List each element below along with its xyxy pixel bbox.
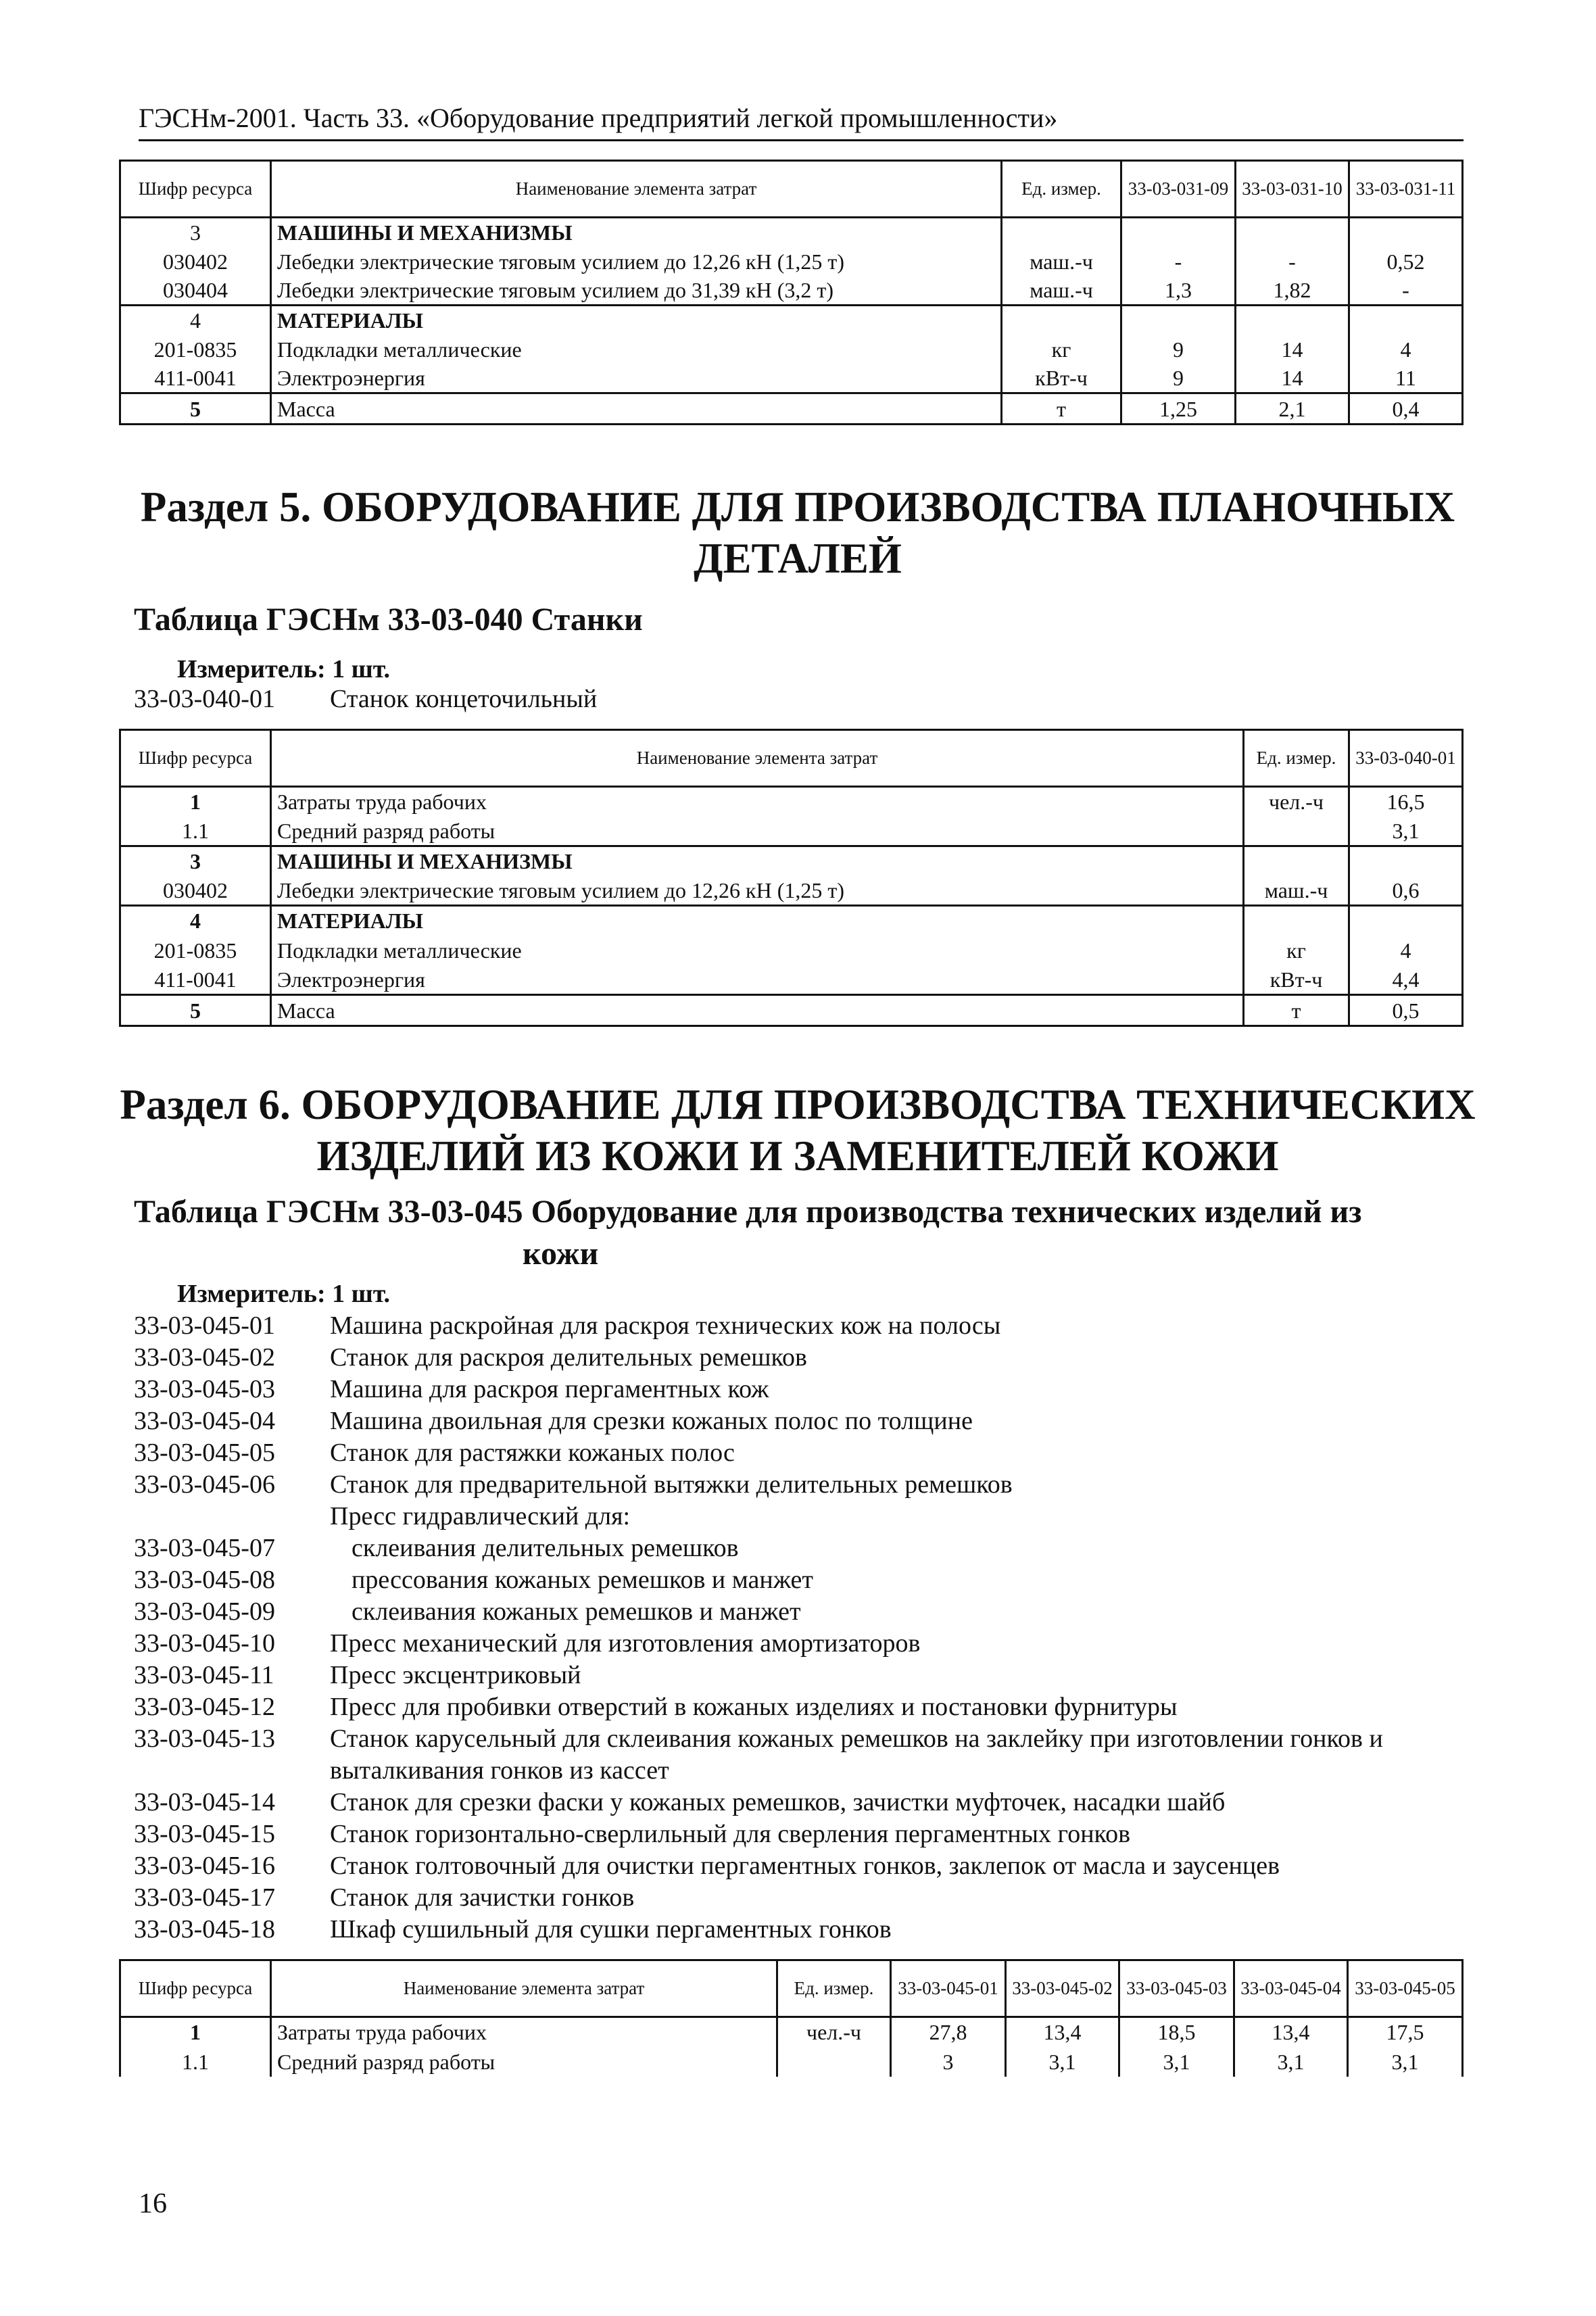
list-item: 33-03-045-16 Станок голтовочный для очистки пергаментных гонков, заклепок от масла и заусенцев (134, 1852, 1280, 1880)
section-5-title: Раздел 5. ОБОРУДОВАНИЕ ДЛЯ ПРОИЗВОДСТВА ПЛАНОЧНЫХ ДЕТАЛЕЙ (140, 483, 1455, 582)
table-row: 411-0041 Электроэнергия кВт-ч 9 14 11 (120, 364, 1463, 393)
table-row: 030402 Лебедки электрические тяговым усилием до 12,26 кН (1,25 т) маш.-ч 0,6 (120, 876, 1463, 906)
header-resource-code: Шифр ресурса (120, 1960, 271, 2017)
table-row: 1 Затраты труда рабочих чел.-ч 16,5 (120, 787, 1463, 817)
norm-item-040-01: 33-03-040-01 Станок концеточильный (134, 685, 598, 713)
table-row: 3 МАШИНЫ И МЕХАНИЗМЫ (120, 218, 1463, 247)
table-row: 5 Масса т 0,5 (120, 995, 1463, 1026)
table-row: 201-0835 Подкладки металлические кг 4 (120, 936, 1463, 965)
list-item: 33-03-045-07 склеивания делительных ремешков (134, 1534, 739, 1562)
header-cost-element: Наименование элемента затрат (271, 161, 1002, 218)
table-row: 5 Масса т 1,25 2,1 0,4 (120, 393, 1463, 425)
list-item: 33-03-045-10 Пресс механический для изготовления амортизаторов (134, 1629, 921, 1658)
running-header: ГЭСНм-2001. Часть 33. «Оборудование предприятий легкой промышленности» (139, 101, 1464, 141)
table-33-03-040 (119, 729, 1464, 1027)
table-row: 4 МАТЕРИАЛЫ (120, 906, 1463, 936)
header-norm-031-11: 33-03-031-11 (1349, 161, 1463, 218)
header-unit: Ед. измер. (777, 1960, 891, 2017)
list-item: 33-03-045-08 прессования кожаных ремешков и манжет (134, 1566, 813, 1594)
list-item: 33-03-045-11 Пресс эксцентриковый (134, 1661, 581, 1689)
list-item: 33-03-045-14 Станок для срезки фаски у кожаных ремешков, зачистки муфточек, насадки шайб (134, 1788, 1226, 1816)
table-row: 1.1 Средний разряд работы 3,1 (120, 817, 1463, 846)
section-6-title: Раздел 6. ОБОРУДОВАНИЕ ДЛЯ ПРОИЗВОДСТВА ТЕХНИЧЕСКИХ ИЗДЕЛИЙ ИЗ КОЖИ И ЗАМЕНИТЕЛЕЙ КОЖИ (120, 1081, 1476, 1180)
list-item: 33-03-045-09 склеивания кожаных ремешков и манжет (134, 1597, 801, 1626)
header-norm-031-10: 33-03-031-10 (1236, 161, 1349, 218)
header-unit: Ед. измер. (1002, 161, 1121, 218)
list-item: 33-03-045-18 Шкаф сушильный для сушки пергаментных гонков (134, 1915, 892, 1944)
header-norm-045-01: 33-03-045-01 (891, 1960, 1006, 2017)
measure-unit-045: Измеритель: 1 шт. (177, 1280, 391, 1308)
table-33-03-045-title: Таблица ГЭСНм 33-03-045 Оборудование для производства технических изделий из кожи (134, 1194, 1362, 1272)
list-item: 33-03-045-02 Станок для раскроя делительных ремешков (134, 1343, 807, 1372)
page-number: 16 (139, 2188, 167, 2219)
list-item: 33-03-045-17 Станок для зачистки гонков (134, 1883, 635, 1912)
table-row: 1 Затраты труда рабочих чел.-ч 27,8 13,4 18,5 13,4 17,5 (120, 2017, 1463, 2047)
header-resource-code: Шифр ресурса (120, 730, 271, 787)
norm-items-list (134, 1310, 1486, 1946)
header-norm-040-01: 33-03-040-01 (1349, 730, 1463, 787)
list-item: 33-03-045-15 Станок горизонтально-сверлильный для сверления пергаментных гонков (134, 1820, 1131, 1848)
list-item: 33-03-045-04 Машина двоильная для срезки кожаных полос по толщине (134, 1407, 973, 1435)
list-item: 33-03-045-03 Машина для раскроя пергаментных кож (134, 1375, 769, 1403)
header-norm-045-05: 33-03-045-05 (1348, 1960, 1463, 2017)
header-norm-045-02: 33-03-045-02 (1006, 1960, 1119, 2017)
header-resource-code: Шифр ресурса (120, 161, 271, 218)
header-cost-element: Наименование элемента затрат (271, 730, 1244, 787)
measure-unit-040: Измеритель: 1 шт. (177, 655, 391, 683)
header-unit: Ед. измер. (1244, 730, 1349, 787)
table-row: 201-0835 Подкладки металлические кг 9 14 4 (120, 335, 1463, 364)
table-row: 3 МАШИНЫ И МЕХАНИЗМЫ (120, 846, 1463, 876)
table-row: 030404 Лебедки электрические тяговым усилием до 31,39 кН (3,2 т) маш.-ч 1,3 1,82 - (120, 276, 1463, 306)
list-item: 33-03-045-13 Станок карусельный для склеивания кожаных ремешков на заклейку при изготовлении гонков и выталкивания гонков из кассет (134, 1724, 1383, 1785)
table-33-03-040-title: Таблица ГЭСНм 33-03-040 Станки (134, 602, 643, 637)
list-item: 33-03-045-01 Машина раскройная для раскроя технических кож на полосы (134, 1311, 1001, 1340)
table-row: 030402 Лебедки электрические тяговым усилием до 12,26 кН (1,25 т) маш.-ч - - 0,52 (120, 247, 1463, 276)
table-row: 4 МАТЕРИАЛЫ (120, 306, 1463, 335)
table-row: 1.1 Средний разряд работы 3 3,1 3,1 3,1 3,1 (120, 2047, 1463, 2077)
header-norm-045-03: 33-03-045-03 (1119, 1960, 1234, 2017)
header-norm-031-09: 33-03-031-09 (1121, 161, 1236, 218)
list-item: 33-03-045-12 Пресс для пробивки отверстий в кожаных изделиях и постановки фурнитуры (134, 1693, 1178, 1721)
list-item-group-heading: Пресс гидравлический для: (330, 1502, 631, 1530)
header-cost-element: Наименование элемента затрат (271, 1960, 777, 2017)
header-norm-045-04: 33-03-045-04 (1234, 1960, 1348, 2017)
table-33-03-045 (119, 1959, 1464, 2077)
list-item: 33-03-045-05 Станок для растяжки кожаных полос (134, 1439, 735, 1467)
table-33-03-031 (119, 160, 1464, 425)
list-item: 33-03-045-06 Станок для предварительной вытяжки делительных ремешков (134, 1470, 1013, 1499)
table-row: 411-0041 Электроэнергия кВт-ч 4,4 (120, 965, 1463, 995)
